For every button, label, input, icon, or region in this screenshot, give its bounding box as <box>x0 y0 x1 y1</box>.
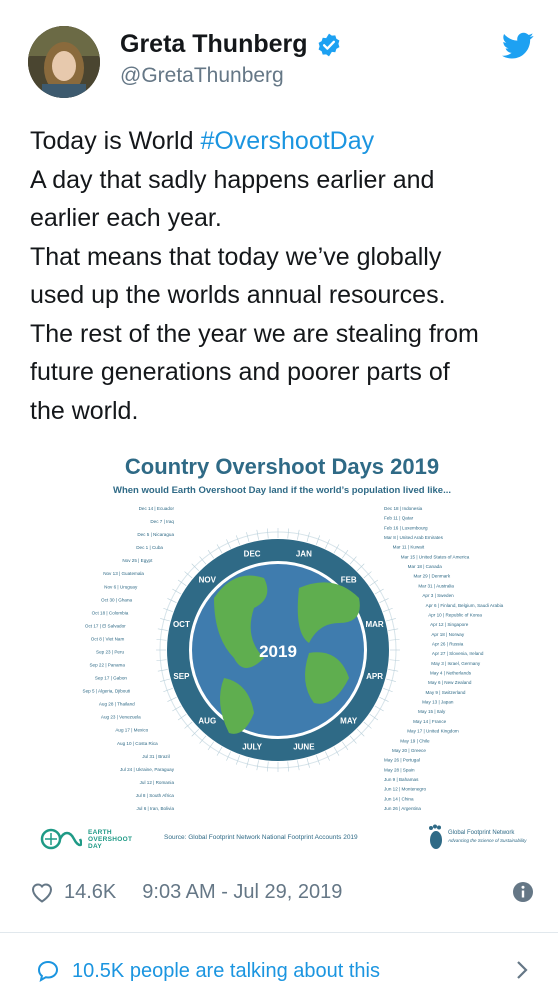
country-overshoot-label: Jun 14 | China <box>384 796 414 802</box>
conversation-link[interactable] <box>36 956 536 986</box>
tweet-meta <box>30 877 540 907</box>
tweet-line: future generations and poorer parts of <box>30 358 450 386</box>
month-label: NOV <box>198 575 216 585</box>
date-tick <box>288 528 289 538</box>
country-overshoot-label: May 20 | Greece <box>392 747 426 753</box>
chevron-right-icon <box>514 958 530 982</box>
date-tick <box>316 535 319 544</box>
country-overshoot-label: Oct 18 | Colombia <box>91 610 129 616</box>
name-row <box>120 30 342 59</box>
country-overshoot-label: Nov 13 | Guatemala <box>103 571 144 577</box>
user-handle[interactable]: @GretaThunberg <box>120 64 284 87</box>
month-label: MAY <box>340 716 358 726</box>
date-tick <box>246 758 249 768</box>
date-tick <box>163 608 172 611</box>
date-tick <box>160 679 170 682</box>
country-overshoot-label: Jul 31 | Brazil <box>142 753 170 759</box>
country-overshoot-label: Dec 5 | Nicaragua <box>137 532 174 538</box>
tweet-line: the world. <box>30 396 139 425</box>
brand-line: OVERSHOOT <box>88 835 133 843</box>
date-tick <box>288 762 289 772</box>
country-overshoot-label: May 9 | Switzerland <box>425 689 466 695</box>
right-country-labels <box>384 506 504 811</box>
earth-overshoot-day-logo <box>40 828 132 850</box>
date-tick <box>307 758 310 768</box>
tweet-line: A day that sadly happens earlier and <box>30 165 435 194</box>
country-overshoot-label: Mar 31 | Australia <box>418 583 454 589</box>
country-overshoot-label: Jul 6 | Iran, Bolivia <box>136 806 174 811</box>
country-overshoot-label: Sep 22 | Panama <box>89 662 125 668</box>
date-tick <box>158 629 168 631</box>
display-name[interactable]: Greta Thunberg <box>120 30 308 58</box>
date-tick <box>316 755 319 764</box>
country-overshoot-label: Oct 30 | Ghana <box>101 597 133 603</box>
date-tick <box>192 729 199 736</box>
date-tick <box>163 688 172 691</box>
month-label: FEB <box>340 575 357 585</box>
date-tick <box>160 618 170 621</box>
tweet-line: The rest of the year we are stealing from <box>30 319 479 348</box>
country-overshoot-label: Apr 3 | Sweden <box>422 593 454 599</box>
country-overshoot-label: Aug 10 | Costa Rica <box>116 740 158 746</box>
country-overshoot-label: Apr 12 | Singapore <box>430 622 469 628</box>
country-overshoot-label: Jul 8 | South Africa <box>135 792 174 798</box>
divider <box>0 932 558 933</box>
country-overshoot-label: Nov 25 | Egypt <box>122 558 153 564</box>
date-tick <box>267 528 268 538</box>
tweet-line: Today is World #OvershootDay <box>30 127 375 155</box>
date-tick <box>156 660 166 661</box>
month-label: JULY <box>242 742 262 752</box>
overshoot-globe-graphic <box>24 438 540 860</box>
month-label: JUNE <box>293 742 315 752</box>
country-overshoot-label: Feb 11 | Qatar <box>384 515 414 521</box>
heart-icon[interactable] <box>30 881 54 903</box>
country-overshoot-label: Jun 26 | Argentina <box>384 806 421 811</box>
date-tick <box>357 564 364 571</box>
country-overshoot-label: Apr 10 | Republic of Korea <box>428 612 483 618</box>
country-overshoot-label: Aug 17 | Mexico <box>115 727 149 733</box>
country-overshoot-label: May 28 | Spain <box>384 767 415 773</box>
country-overshoot-label: Apr 18 | Norway <box>431 631 465 637</box>
date-tick <box>383 688 392 691</box>
tweet-header <box>28 26 538 100</box>
date-tick <box>388 669 398 671</box>
country-overshoot-label: May 6 | New Zealand <box>428 680 472 686</box>
country-overshoot-label: Jun 12 | Montenegro <box>384 786 427 792</box>
month-label: OCT <box>172 620 190 630</box>
country-overshoot-label: Oct 8 | Viet Nam <box>90 636 125 642</box>
tweet-timestamp[interactable]: 9:03 AM - Jul 29, 2019 <box>142 880 343 903</box>
month-label: SEP <box>173 671 190 681</box>
date-tick <box>257 760 259 770</box>
country-overshoot-label: May 26 | Portugal <box>384 757 420 763</box>
info-icon[interactable] <box>512 881 534 903</box>
date-tick <box>156 639 166 640</box>
brand-line: Global Footprint Network <box>448 830 515 836</box>
infographic-subtitle: When would Earth Overshoot Day land if the world’s population lived like... <box>113 485 451 496</box>
country-overshoot-label: Feb 16 | Luxembourg <box>384 525 428 531</box>
country-overshoot-label: Apr 27 | Slovenia, Ireland <box>431 651 484 657</box>
country-overshoot-label: Sep 5 | Algeria, Djibouti <box>82 688 131 694</box>
date-tick <box>236 535 239 544</box>
global-footprint-network-logo <box>428 824 527 850</box>
hashtag-link[interactable]: #OvershootDay <box>200 127 375 155</box>
like-count[interactable]: 14.6K <box>64 880 117 903</box>
footprint-icon <box>428 824 444 850</box>
country-overshoot-label: Sep 23 | Peru <box>96 649 125 655</box>
date-tick <box>390 639 400 640</box>
date-tick <box>236 755 239 764</box>
tweet-line: earlier each year. <box>30 204 222 232</box>
date-tick <box>297 530 299 540</box>
month-label: MAR <box>365 620 384 630</box>
country-overshoot-label: Jul 12 | Romania <box>139 779 174 785</box>
date-tick <box>246 532 249 542</box>
date-tick <box>357 729 364 736</box>
country-overshoot-label: Mar 8 | United Arab Emirates <box>384 535 443 541</box>
country-overshoot-label: Aug 28 | Thailand <box>98 701 135 707</box>
brand-line: EARTH <box>88 828 112 836</box>
month-label: JAN <box>295 549 312 559</box>
left-country-labels <box>83 506 175 811</box>
country-overshoot-label: Apr 26 | Russia <box>431 641 464 647</box>
date-tick <box>388 629 398 631</box>
country-overshoot-label: May 15 | Italy <box>418 709 446 715</box>
verified-badge-icon <box>316 32 342 58</box>
country-overshoot-label: Jun 9 | Bahamas <box>384 776 419 782</box>
month-label: AUG <box>198 716 217 726</box>
country-overshoot-label: Jul 24 | Ukraine, Paraguay <box>119 766 174 772</box>
tweet-media-image[interactable] <box>24 438 540 860</box>
tweet-line: That means that today we’ve globally <box>30 242 442 271</box>
country-overshoot-label: May 3 | Israel, Germany <box>431 660 481 666</box>
tweet-text <box>30 122 540 430</box>
country-overshoot-label: Dec 1 | Cuba <box>136 545 163 551</box>
country-overshoot-label: Mar 18 | Canada <box>407 564 442 570</box>
country-overshoot-label: Dec 14 | Ecuador <box>138 506 174 511</box>
country-overshoot-label: May 13 | Japan <box>422 699 454 705</box>
date-tick <box>383 608 392 611</box>
country-overshoot-label: Mar 11 | Kuwait <box>392 544 425 550</box>
date-tick <box>257 530 259 540</box>
date-tick <box>390 660 400 661</box>
date-tick <box>386 618 396 621</box>
avatar[interactable] <box>28 26 100 98</box>
globe-year-label: 2019 <box>259 642 297 661</box>
date-tick <box>267 762 268 772</box>
date-tick <box>297 760 299 770</box>
country-overshoot-label: May 17 | United Kingdom <box>407 728 459 734</box>
date-tick <box>307 532 310 542</box>
country-overshoot-label: Dec 7 | Iraq <box>150 519 174 525</box>
brand-line: DAY <box>88 842 103 850</box>
country-overshoot-label: Nov 6 | Uruguay <box>104 584 138 590</box>
country-overshoot-label: Dec 18 | Indonesia <box>384 506 423 511</box>
country-overshoot-label: May 19 | Chile <box>400 738 430 744</box>
country-overshoot-label: Apr 6 | Finland, Belgium, Saudi Arabia <box>425 602 504 608</box>
country-overshoot-label: Mar 29 | Denmark <box>413 573 451 579</box>
tweet-line: used up the worlds annual resources. <box>30 281 446 309</box>
infographic-title: Country Overshoot Days 2019 <box>124 454 440 479</box>
country-overshoot-label: Sep 17 | Gabon <box>94 675 127 681</box>
date-tick <box>192 564 199 571</box>
date-tick <box>386 679 396 682</box>
overshoot-logo-icon <box>40 828 82 850</box>
country-overshoot-label: Aug 23 | Venezuela <box>100 714 141 720</box>
twitter-bird-icon[interactable] <box>502 32 534 60</box>
month-label: DEC <box>243 549 261 559</box>
country-overshoot-label: May 4 | Netherlands <box>429 670 472 676</box>
brand-line: Advancing the Science of Sustainability <box>448 838 527 843</box>
country-overshoot-label: Oct 17 | El Salvador <box>84 623 126 629</box>
country-overshoot-label: Mar 15 | United States of America <box>400 554 470 560</box>
country-overshoot-label: May 14 | France <box>413 718 447 724</box>
date-tick <box>158 669 168 671</box>
conversation-label: 10.5K people are talking about this <box>72 959 380 982</box>
month-label: APR <box>366 671 384 681</box>
infographic-source: Source: Global Footprint Network National Footprint Accounts 2019 <box>164 834 358 841</box>
speech-bubble-icon <box>36 959 60 983</box>
